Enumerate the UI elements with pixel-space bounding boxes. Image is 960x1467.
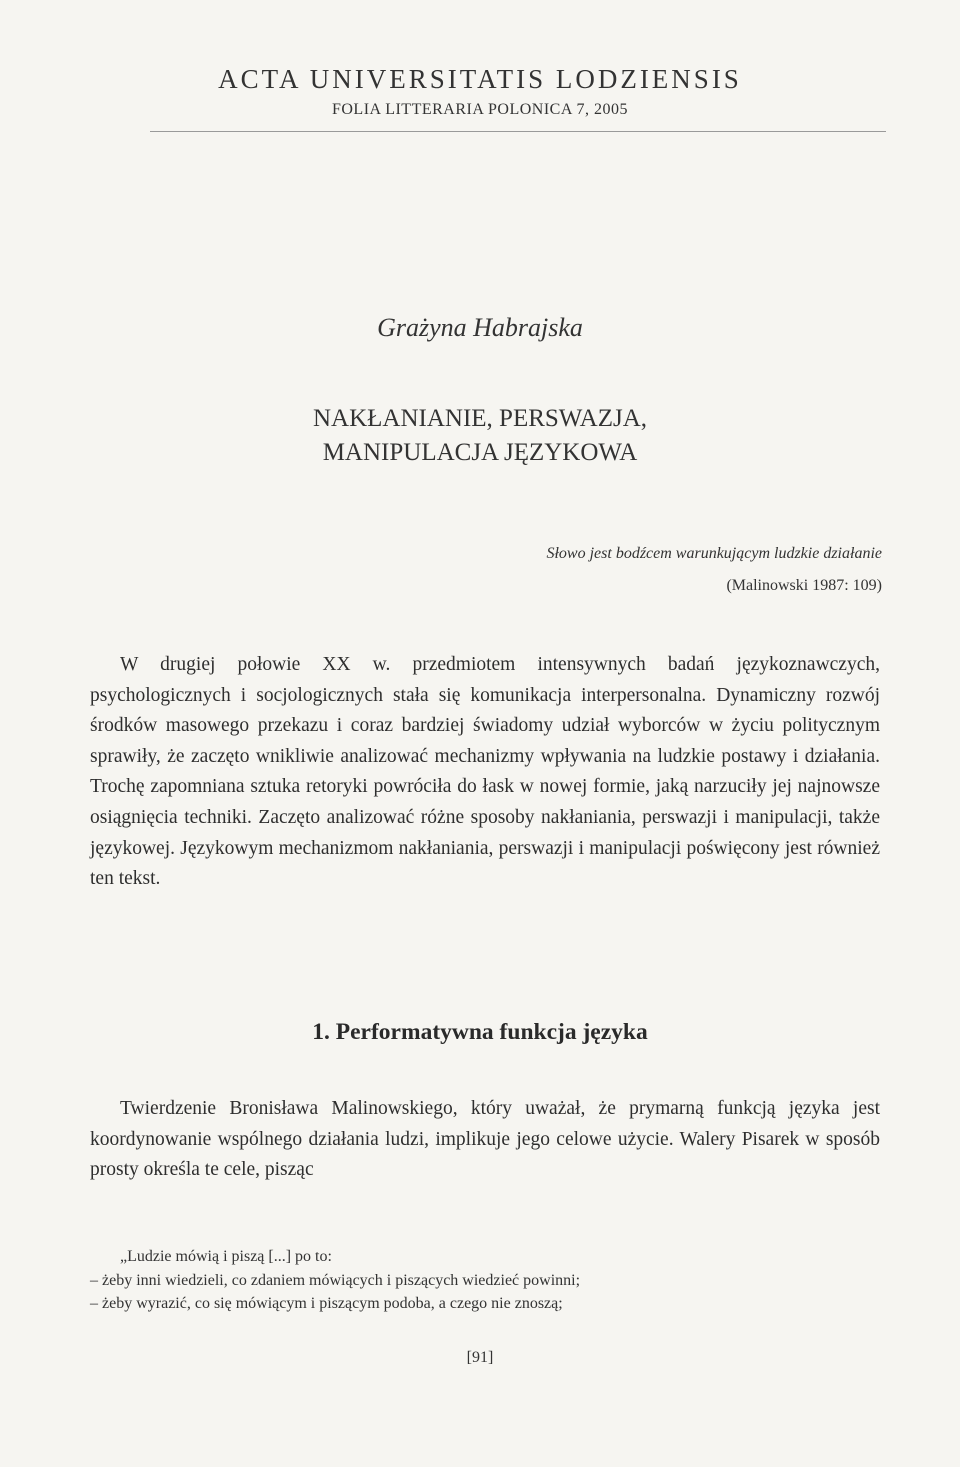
quote-line: – żeby inni wiedzieli, co zdaniem mówiących i piszących wiedzieć powinni; [90, 1271, 581, 1289]
article-title-line-2: MANIPULACJA JĘZYKOWA [322, 439, 638, 466]
header-rule [150, 131, 886, 132]
journal-series: FOLIA LITTERARIA POLONICA 7, 2005 [331, 101, 629, 118]
epigraph [546, 538, 882, 602]
article-title-line-1: NAKŁANIANIE, PERSWAZJA, [312, 405, 647, 432]
epigraph-quote: Słowo jest bodźcem warunkującym ludzkie działanie [546, 545, 882, 562]
article-title [0, 402, 960, 470]
intro-paragraph: W drugiej połowie XX w. przedmiotem intensywnych badań językoznawczych, psychologicznych i socjologicznych stała się komunikacja interpersonalna. Dynamiczny rozwój środków masowego przekazu i coraz bardziej świadomy udział wyborców w życiu politycznym sprawiły, że zaczęto wnikliwie analizować mechanizmy wpływania na ludzkie postawy i działania. Trochę zapomniana sztuka retoryki powróciła do łask w nowej formie, jaką narzuciły jej najnowsze osiągnięcia techniki. Zaczęto analizować różne sposoby nakłaniania, perswazji i manipulacji, także językowej. Językowym mechanizmom nakłaniania, perswazji i manipulacji poświęcony jest również ten tekst. [90, 654, 880, 890]
quote-line: „Ludzie mówią i piszą [...] po to: [120, 1248, 332, 1265]
block-quote [90, 1245, 880, 1316]
page-number: [91] [466, 1349, 494, 1366]
article-author: Grażyna Habrajska [377, 313, 583, 342]
epigraph-source: (Malinowski 1987: 109) [726, 577, 882, 594]
section-heading: 1. Performatywna funkcja języka [312, 1019, 648, 1045]
quote-line: – żeby wyrazić, co się mówiącym i piszącym podoba, a czego nie znoszą; [90, 1295, 563, 1312]
journal-title: ACTA UNIVERSITATIS LODZIENSIS [218, 64, 742, 94]
section-paragraph: Twierdzenie Bronisława Malinowskiego, który uważał, że prymarną funkcją języka jest koordynowanie wspólnego działania ludzi, implikuje jego celowe użycie. Walery Pisarek w sposób prosty określa te cele, pisząc [90, 1098, 880, 1181]
